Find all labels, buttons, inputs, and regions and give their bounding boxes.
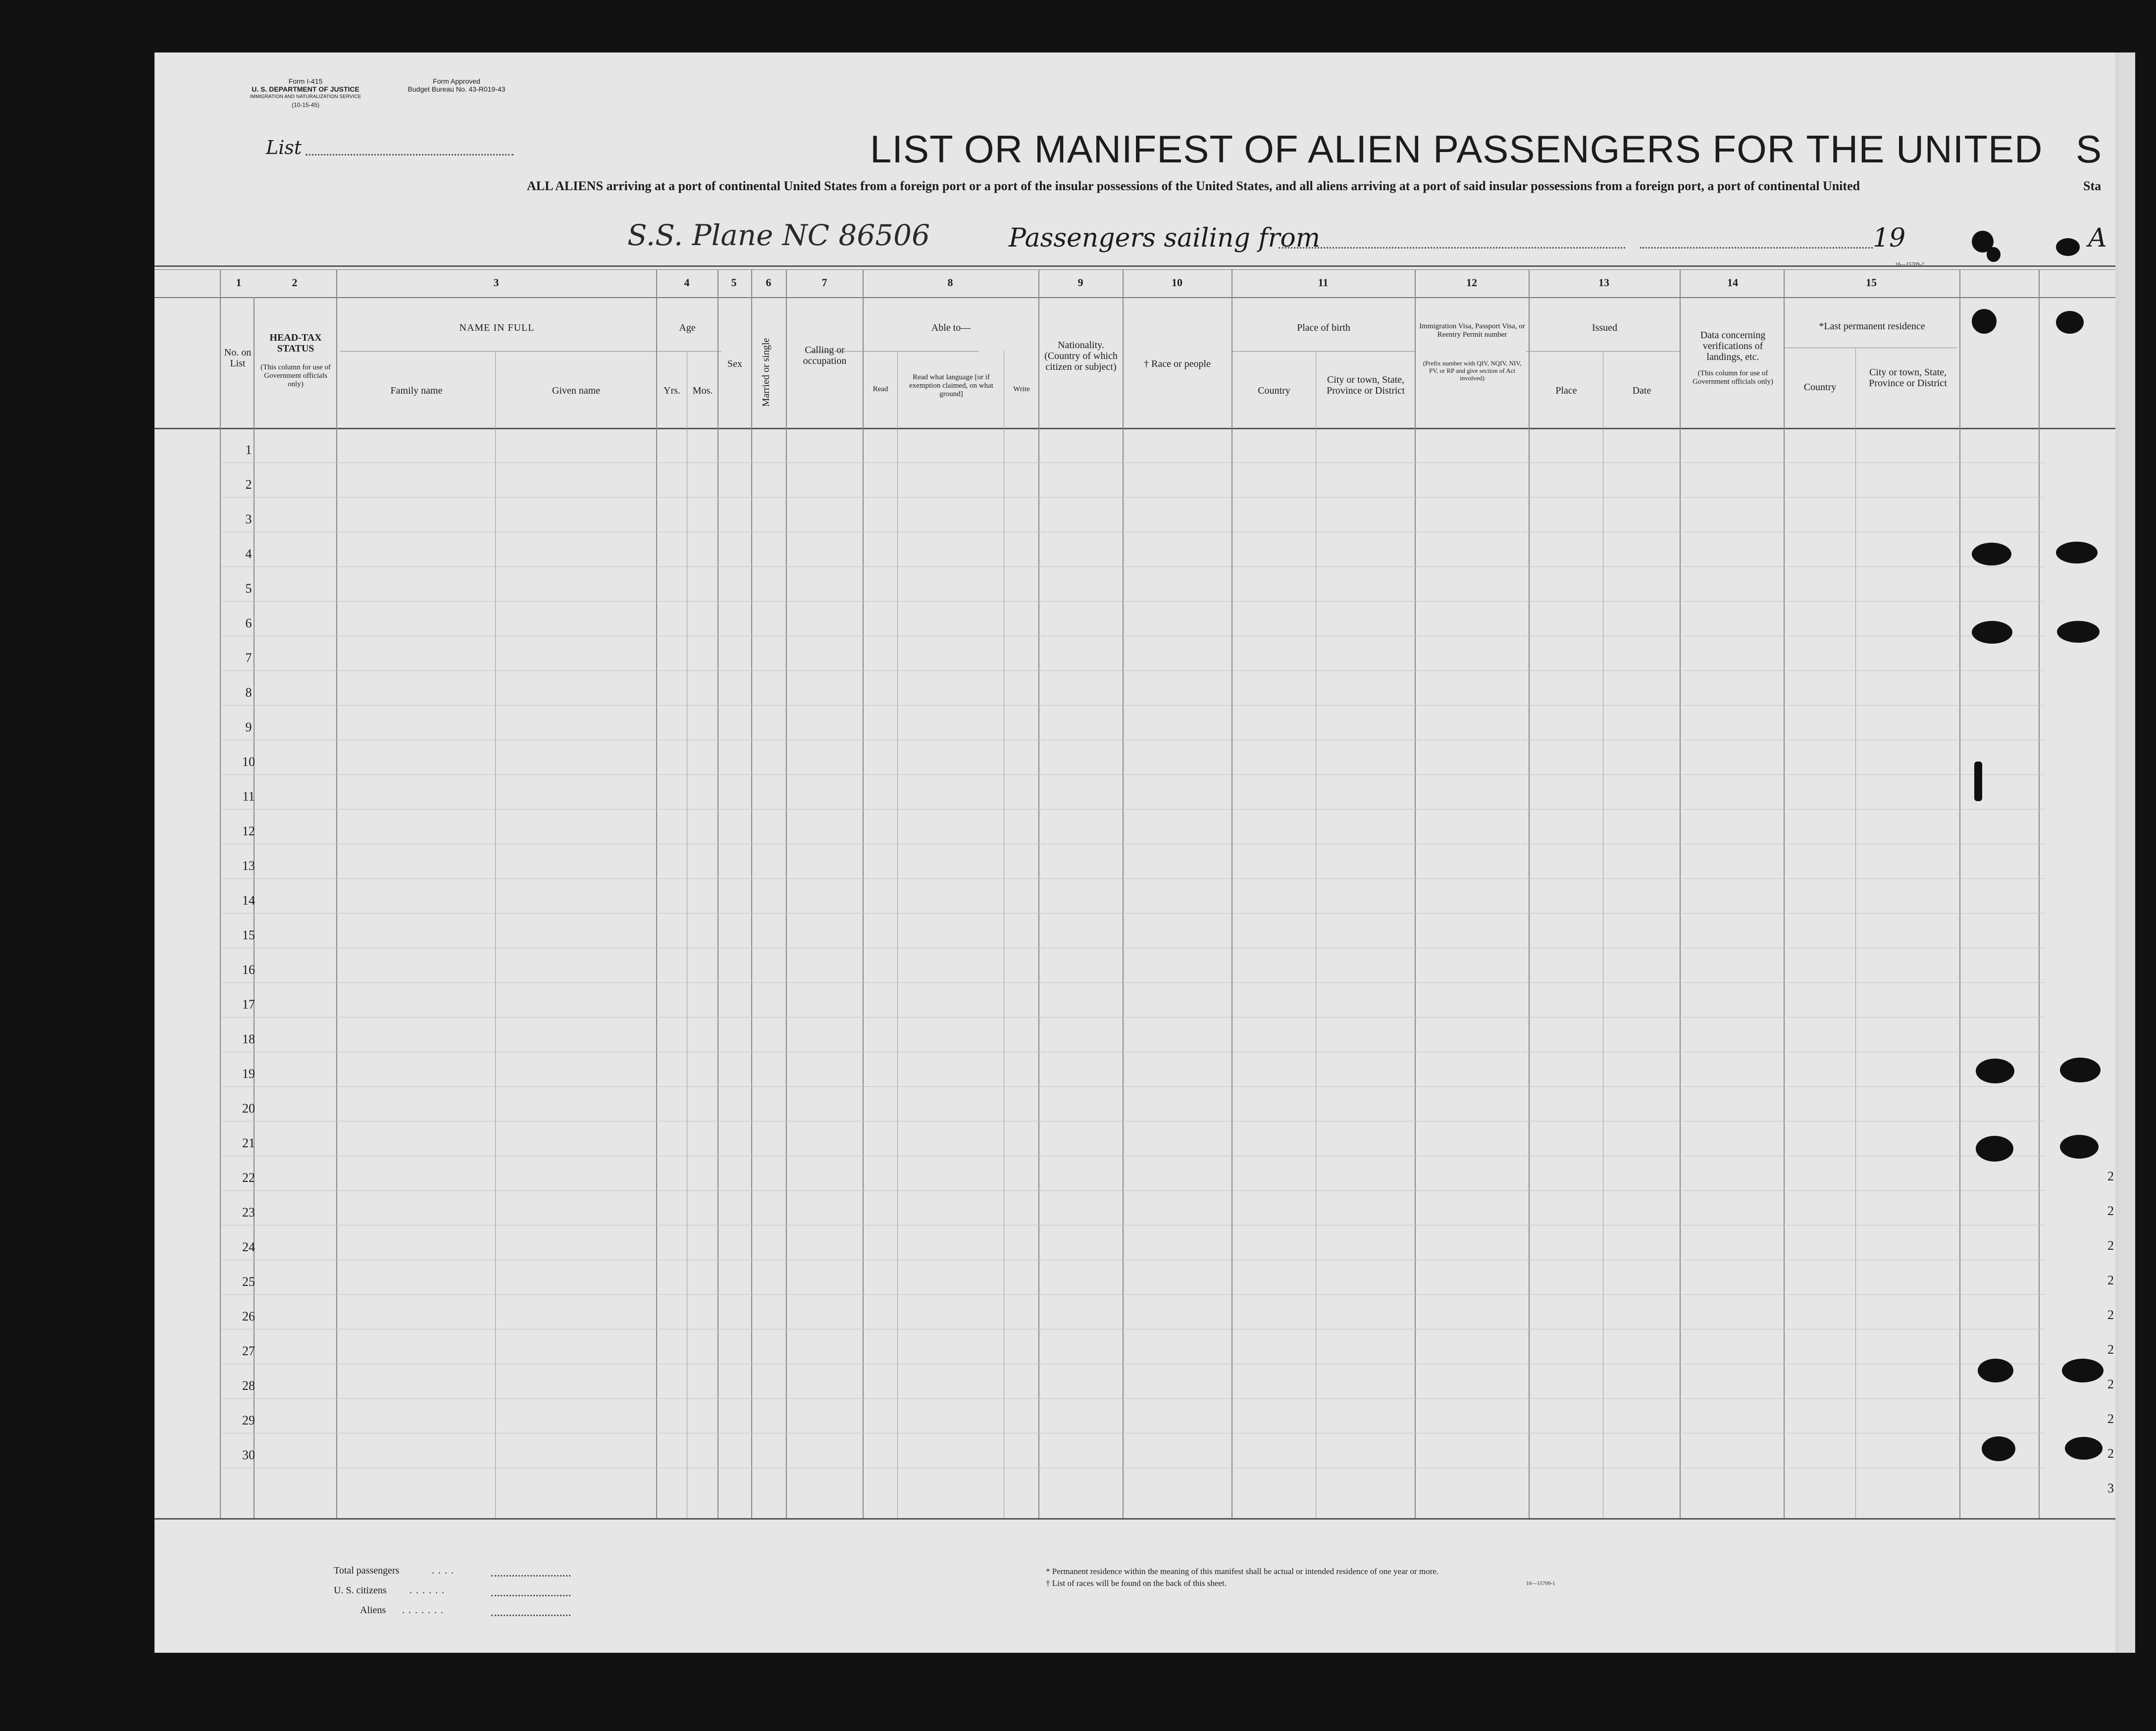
row-number: 12 — [242, 824, 255, 838]
write-header: Write — [1013, 385, 1030, 393]
able-to-header: Able to— — [931, 322, 971, 333]
binding-mark — [1976, 1059, 2014, 1083]
edge-digit: 3 — [2107, 1481, 2114, 1495]
table-row — [222, 1294, 2044, 1295]
header-rule-top-2 — [154, 269, 2115, 270]
col-line — [863, 269, 864, 1518]
row-number: 17 — [242, 997, 255, 1012]
form-date: (10-15-45) — [291, 102, 320, 108]
header-rule-bottom — [154, 428, 2115, 429]
table-row — [222, 878, 2044, 879]
col-line — [1680, 269, 1681, 1518]
head-tax-header: HEAD-TAX STATUS — [269, 332, 322, 354]
vessel-name: S.S. Plane NC 86506 — [627, 218, 930, 252]
page-title: LIST OR MANIFEST OF ALIEN PASSENGERS FOR THE UNITED — [870, 127, 2043, 171]
age-subheader-rule — [657, 351, 721, 352]
age-header: Age — [679, 322, 696, 333]
col-number-1: 1 — [236, 276, 242, 289]
row-number: 26 — [242, 1309, 255, 1324]
residence-city-header: City or town, State, Province or District — [1869, 367, 1947, 389]
col-number-10: 10 — [1172, 276, 1182, 289]
binding-mark — [2057, 621, 2100, 643]
page-subtitle-cut: Sta — [2083, 179, 2102, 193]
edge-digit: 2 — [2107, 1238, 2114, 1253]
family-name-header: Family name — [390, 385, 443, 396]
col-line — [1784, 269, 1785, 1518]
row-number: 20 — [242, 1101, 255, 1116]
list-label: List — [266, 137, 302, 158]
edge-digit: 2 — [2107, 1273, 2114, 1287]
row-number: 30 — [242, 1448, 255, 1462]
edge-digit: 2 — [2107, 1169, 2114, 1183]
data-concerning-note: (This column for use of Government officials only) — [1692, 369, 1773, 386]
table-row — [222, 601, 2044, 602]
edge-digit: 2 — [2107, 1446, 2114, 1461]
table-row — [222, 982, 2044, 983]
head-tax-note: (This column for use of Government officials only) — [260, 363, 331, 388]
table-row — [222, 462, 2044, 463]
birth-city-header: City or town, State, Province or District — [1327, 374, 1405, 396]
sailing-label: Passengers sailing from — [1009, 223, 1321, 253]
page-title-cut: S — [2076, 127, 2103, 171]
read-language-header: Read what language [or if exemption claimed, on what ground] — [909, 373, 993, 398]
col-line — [1529, 269, 1530, 1518]
table-row — [222, 913, 2044, 914]
nationality-header: Nationality. (Country of which citizen or subject) — [1044, 340, 1118, 372]
binding-mark — [1978, 1359, 2013, 1382]
binding-mark — [2065, 1437, 2103, 1460]
table-row — [222, 705, 2044, 706]
header-rule-top — [154, 265, 2115, 267]
row-number: 2 — [245, 477, 252, 492]
form-approved: Form Approved — [433, 77, 480, 85]
given-name-header: Given name — [552, 385, 601, 396]
row-number: 16 — [242, 963, 255, 977]
table-row — [222, 774, 2044, 775]
name-in-full-header: NAME IN FULL — [459, 322, 535, 333]
edge-digit: 2 — [2107, 1377, 2114, 1391]
no-on-list-header: No. on List — [224, 347, 252, 369]
calling-header: Calling or occupation — [803, 345, 847, 366]
col-number-2: 2 — [292, 276, 298, 289]
col-line — [897, 351, 898, 1518]
col-line — [1123, 269, 1124, 1518]
page-subtitle: ALL ALIENS arriving at a port of continental United States from a foreign port or a port of the insular possessions of the United States, and all aliens arriving at a port of said insular possessions from a foreign port, a port of continental United — [527, 179, 1860, 193]
edge-digit: 2 — [2107, 1412, 2114, 1426]
col-number-7: 7 — [821, 276, 827, 289]
aliens-label: Aliens — [360, 1605, 386, 1616]
issued-date-header: Date — [1632, 385, 1651, 396]
row-number: 23 — [242, 1205, 255, 1220]
col-line — [1038, 269, 1039, 1518]
row-number: 19 — [242, 1067, 255, 1081]
form-identification — [249, 77, 362, 109]
us-citizens-field — [491, 1595, 570, 1596]
binding-mark — [2062, 1359, 2104, 1382]
row-number: 24 — [242, 1240, 255, 1254]
table-row — [222, 670, 2044, 671]
row-number: 11 — [242, 789, 255, 804]
binding-mark — [1976, 1136, 2013, 1162]
col-number-12: 12 — [1466, 276, 1477, 289]
aliens-field — [491, 1615, 570, 1616]
edge-digit: 2 — [2107, 1204, 2114, 1218]
col-number-15: 15 — [1866, 276, 1877, 289]
column-number-rule — [154, 297, 2115, 298]
row-number: 10 — [242, 755, 255, 769]
col-number-11: 11 — [1318, 276, 1329, 289]
row-number: 27 — [242, 1344, 255, 1358]
total-passengers-label: Total passengers — [334, 1565, 400, 1576]
col-line — [1855, 348, 1856, 1518]
birth-subheader-rule — [1232, 351, 1415, 352]
table-row — [222, 1017, 2044, 1018]
row-number: 14 — [242, 893, 255, 908]
married-header: Married or single — [761, 338, 771, 407]
table-row — [222, 809, 2044, 810]
col-number-3: 3 — [493, 276, 499, 289]
table-row — [222, 1086, 2044, 1087]
binding-mark — [1982, 1436, 2015, 1461]
form-department: U. S. DEPARTMENT OF JUSTICE — [252, 85, 359, 93]
row-number: 13 — [242, 859, 255, 873]
row-number: 9 — [245, 720, 252, 734]
race-header: † Race or people — [1144, 358, 1211, 369]
last-residence-header: *Last permanent residence — [1819, 321, 1925, 332]
binding-mark — [2056, 238, 2080, 256]
sex-header: Sex — [727, 358, 742, 369]
binding-mark — [2060, 1135, 2099, 1159]
row-number: 28 — [242, 1378, 255, 1393]
col-number-9: 9 — [1078, 276, 1083, 289]
col-line — [336, 269, 337, 1518]
footnote-races: † List of races will be found on the back of this sheet. — [1046, 1578, 1227, 1588]
table-row — [222, 1398, 2044, 1399]
binding-mark — [1972, 621, 2012, 644]
col-number-6: 6 — [766, 276, 771, 289]
row-number: 6 — [245, 616, 252, 630]
total-passengers-field — [491, 1575, 570, 1577]
us-citizens-label: U. S. citizens — [334, 1585, 387, 1596]
issued-header: Issued — [1591, 322, 1618, 333]
col-number-13: 13 — [1598, 276, 1609, 289]
form-approval — [402, 77, 511, 93]
row-number: 22 — [242, 1171, 255, 1185]
col-line — [656, 269, 657, 1518]
col-line — [220, 269, 221, 1518]
row-number: 18 — [242, 1032, 255, 1046]
years-header: Yrs. — [664, 385, 680, 396]
col-number-4: 4 — [684, 276, 690, 289]
col-number-14: 14 — [1727, 276, 1738, 289]
form-service: IMMIGRATION AND NATURALIZATION SERVICE — [250, 94, 361, 100]
row-number: 4 — [245, 547, 252, 561]
row-number: 25 — [242, 1274, 255, 1289]
edge-digit: 2 — [2107, 1308, 2114, 1322]
birth-country-header: Country — [1258, 385, 1290, 396]
place-of-birth-header: Place of birth — [1297, 322, 1350, 333]
budget-number: Budget Bureau No. 43-R019-43 — [408, 85, 506, 93]
row-number: 29 — [242, 1413, 255, 1427]
binding-mark — [2060, 1058, 2101, 1082]
footnote-residence: * Permanent residence within the meaning of this manifest shall be actual or intended residence of one year or more. — [1046, 1567, 1439, 1576]
row-number: 5 — [245, 581, 252, 596]
table-row — [222, 497, 2044, 498]
months-header: Mos. — [692, 385, 713, 396]
edge-digit: 2 — [2107, 1342, 2114, 1357]
col-line — [751, 269, 752, 1518]
visa-note: (Prefix number with QIV, NQIV, NIV, PV, or RP and give section of Act involved) — [1423, 359, 1522, 382]
col-line — [718, 269, 719, 1518]
form-number: Form I-415 — [288, 77, 323, 85]
col-line — [1959, 269, 1960, 1518]
sailing-port-field — [1279, 247, 1625, 249]
list-number-field — [306, 154, 513, 155]
binding-mark — [1974, 762, 1982, 801]
col-line — [2039, 269, 2040, 1518]
binding-mark — [2056, 542, 2098, 563]
binding-mark — [1972, 543, 2011, 565]
col-line — [1415, 269, 1416, 1518]
sheet-code: 16—15709-2 — [1895, 261, 1924, 267]
table-row — [222, 1190, 2044, 1191]
col-line — [495, 351, 496, 1518]
table-rule-bottom — [154, 1518, 2115, 1520]
binding-mark — [1987, 247, 2001, 262]
name-subheader-rule — [340, 351, 657, 352]
year-label: 19 — [1873, 223, 1906, 253]
residence-country-header: Country — [1803, 382, 1837, 393]
col-number-8: 8 — [947, 276, 953, 289]
row-number: 3 — [245, 512, 252, 526]
footer-code: 16—15709-1 — [1526, 1580, 1555, 1586]
row-number: 21 — [242, 1136, 255, 1150]
col-line — [786, 269, 787, 1518]
row-number: 15 — [242, 928, 255, 942]
read-header: Read — [873, 385, 888, 393]
data-concerning-header: Data concerning verifications of landings, etc. — [1700, 330, 1766, 362]
table-row — [222, 566, 2044, 567]
row-number: 1 — [245, 443, 252, 457]
binding-mark — [2056, 311, 2084, 334]
manifest-sheet: Form I-415 U. S. DEPARTMENT OF JUSTICE IMMIGRATION AND NATURALIZATION SERVICE (10-15-45) Form Approved Budget Bureau No. 43-R019-43 List LIST OR MANIFEST OF ALIEN PASSENGERS FOR THE UNITED S ALL ALIENS arriving at a port of continental United States from a foreign port or a port of the insular possessions of the United States, and all aliens arriving at a port of said insular possessions from a foreign port, a port of continental United Sta S.S. Plane NC 86506 Passengers sailing from 19 A 16—15709-2 1 2 3 4 5 6 7 8 9 10 11 12 13 14 15 No. on List HEAD-TAX STATUS (This column for use of Government officials only) NAME IN FULL Family name Given name Age Yrs. Mos. Sex Married or single Calling or occupation Able to— Read Read what language [or if exemption claimed, on what ground] Write Nationality. (Country of which citizen or subject) † Race or people Place of birth Country City or town, State, Province or District Immigration Visa, Passport Visa, or Reentry Permit number (Prefix number with QIV, NQIV, NIV, PV, or RP and give section of Act involved) Issued Place Date Data concerning verifications of landings, etc. (This column for use of Government officials only) *Last permanent residence Country City or town, State, Province or District 1 2 3 4 5 6 7 8 9 10 11 12 13 14 15 16 17 18 19 20 21 22 23 24 25 26 27 28 29 30 2 2 2 2 2 2 2 2 2 3 Total passengers .... U. S. citizens ...... Aliens ....... * Permanent residence within the meaning of this manifest shall be actual or intended residence of one year or more. † List of races will be found on the back of this sheet. 16—15709-1 — [154, 52, 2119, 1653]
col-number-5: 5 — [731, 276, 737, 289]
sailing-date-field — [1640, 247, 1873, 249]
right-cut-letter: A — [2088, 223, 2107, 253]
visa-header: Immigration Visa, Passport Visa, or Reentry Permit number — [1419, 322, 1525, 339]
row-number: 7 — [245, 651, 252, 665]
row-number: 8 — [245, 685, 252, 700]
issued-place-header: Place — [1555, 385, 1577, 396]
binding-mark — [1972, 309, 1997, 334]
